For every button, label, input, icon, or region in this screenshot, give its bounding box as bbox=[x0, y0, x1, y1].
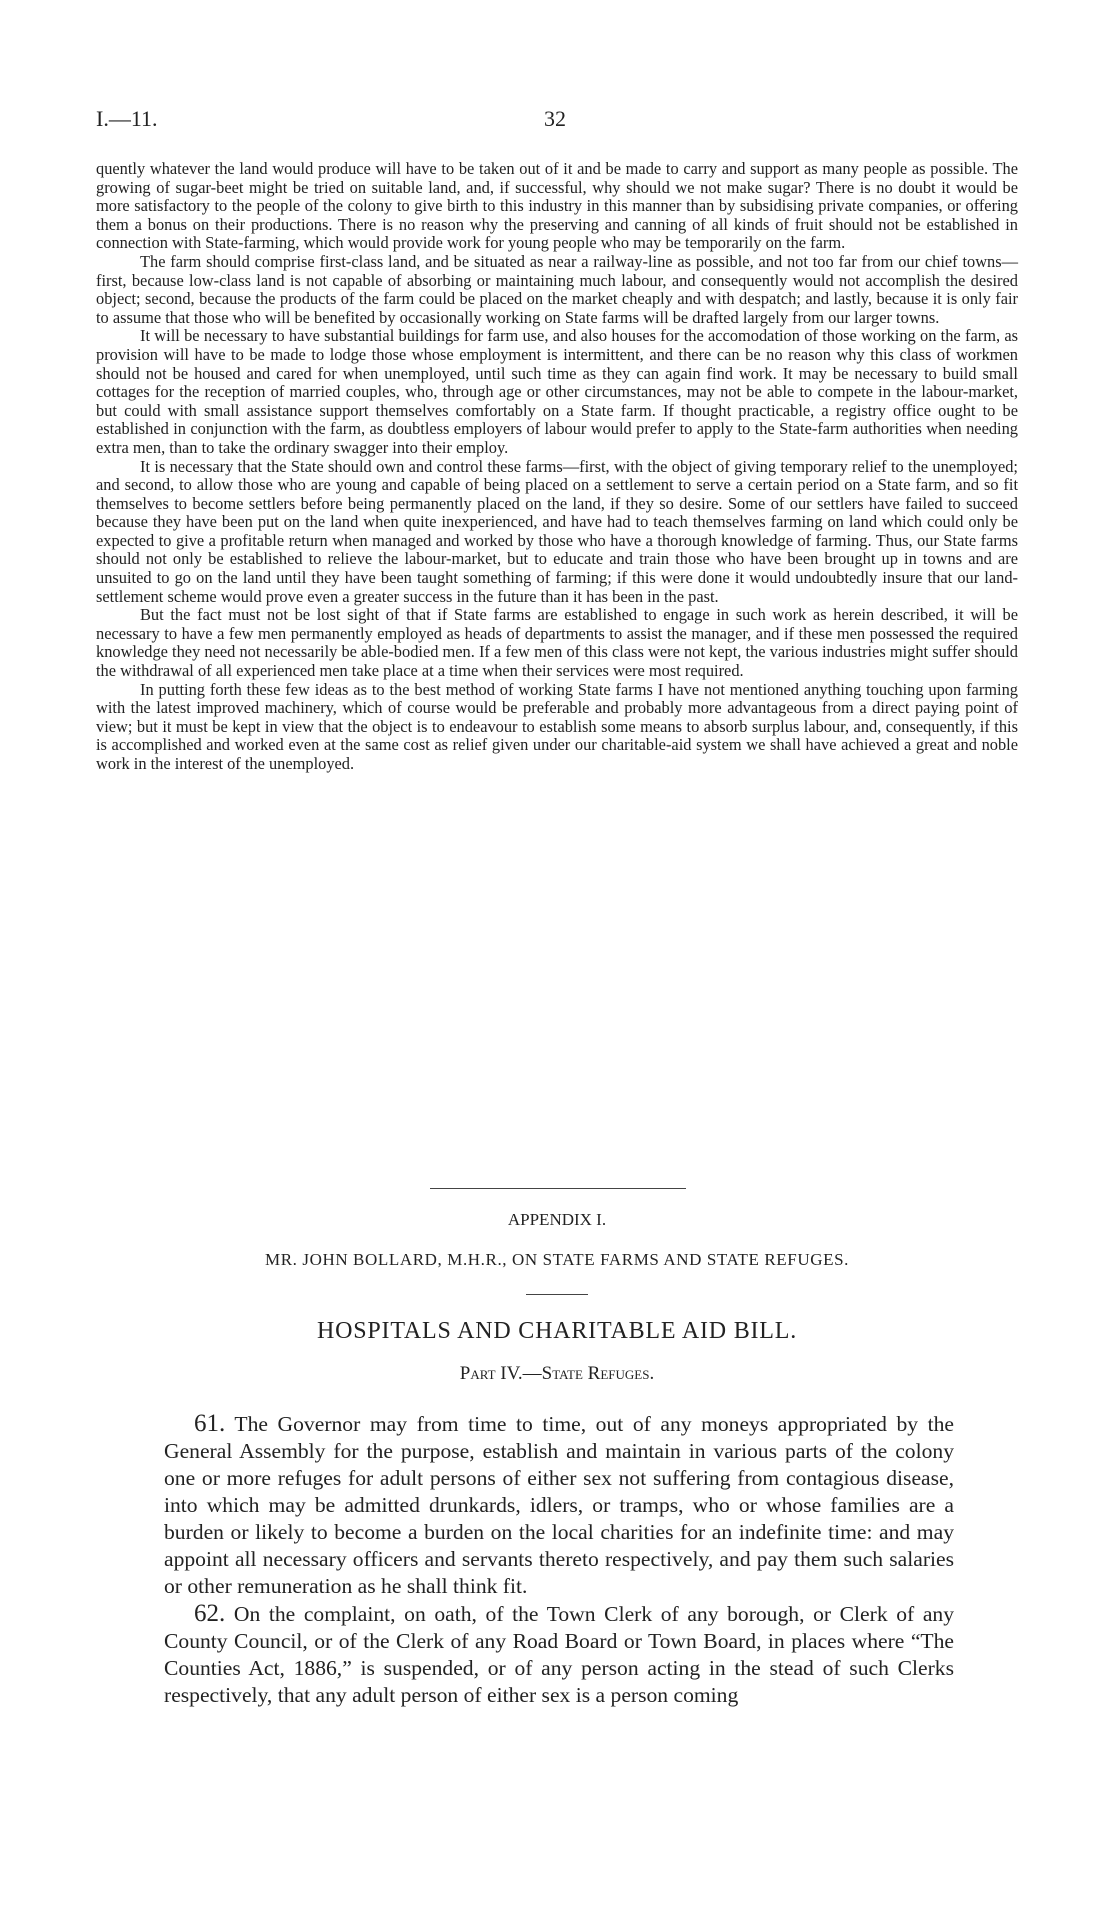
bill-section bbox=[164, 1410, 954, 1600]
document-reference: I.—11. bbox=[96, 106, 158, 131]
appendix-heading: APPENDIX I. bbox=[507, 1210, 607, 1229]
short-divider bbox=[526, 1294, 588, 1295]
paragraph: It will be necessary to have substantial buildings for farm use, and also houses for the accomodation of those working on the farm, as provision will have to be made to lodge those whose employment is intermittent, and there can be no reason why this class of workmen should not be housed and cared for when unemployed, until such time as they can again find work. It may be necessary to build small cottages for the reception of married couples, who, through age or other circumstances, may not be able to compete in the labour-market, but could with small assistance support themselves comfortably on a State farm. If thought practicable, a registry office ought to be established in conjunction with the farm, as doubtless employers of labour would prefer to apply to the State-farm authorities when needing extra men, than to take the ordinary swagger into their employ. bbox=[96, 326, 1018, 457]
section-number: 62. bbox=[194, 1600, 226, 1627]
report-body bbox=[96, 160, 1018, 774]
page-header bbox=[96, 106, 1018, 136]
bill-sections bbox=[164, 1410, 954, 1709]
paragraph: But the fact must not be lost sight of that if State farms are established to engage in such work as herein described, it will be necessary to have a few men permanently employed as heads of departments to assist the manager, and if these men possessed the required knowledge they need not necessarily be able-bodied men. If a few men of this class were not kept, the various industries might suffer should the withdrawal of all experienced men take place at a time when their services were most required. bbox=[96, 605, 1018, 681]
bill-title: HOSPITALS AND CHARITABLE AID BILL. bbox=[316, 1318, 798, 1344]
paragraph: The farm should comprise first-class land, and be situated as near a railway-line as possible, and not too far from our chief towns—first, because low-class land is not capable of absorbing or maintaining much labour, and consequently would not accomplish the desired object; second, because the products of the farm could be placed on the market cheaply and with despatch; and lastly, because it is only fair to assume that those who will be benefited by occasionally working on State farms will be drafted largely from our larger towns. bbox=[96, 251, 1018, 327]
paragraph: quently whatever the land would produce will have to be taken out of it and be made to carry and support as many people as possible. The growing of sugar-beet might be tried on suitable land, and, if successful, why should we not make sugar? There is no doubt it would be more satisfactory to the people of the colony to give birth to this industry in this manner than by subsidising private companies, or offering them a bonus on their productions. There is no reason why the preserving and canning of all kinds of fruit should not be established in connection with State-farming, which would provide work for young people who may be temporarily on the farm. bbox=[96, 159, 1018, 253]
section-text: The Governor may from time to time, out of any moneys appropriated by the General Assembly for the purpose, establish and maintain in various parts of the colony one or more refuges for adult persons of either sex not suffering from contagious disease, into which may be admitted drunkards, idlers, or tramps, who or whose families are a burden or likely to become a burden on the local charities for an indefinite time: and may appoint all necessary officers and servants thereto respectively, and pay them such salaries or other remuneration as he shall think fit. bbox=[164, 1412, 954, 1598]
section-number: 61. bbox=[194, 1410, 226, 1437]
paragraph: It is necessary that the State should own and control these farms—first, with the object of giving temporary relief to the unemployed; and second, to allow those who are young and capable of being placed on a settlement to serve a certain period on a State farm, and so fit themselves to become settlers before being permanently placed on the land, if they so desire. Some of our settlers have failed to succeed because they have been put on the land when quite inexperienced, and have had to teach themselves farming on land which could only be expected to give a profitable return when managed and worked by those who have a thorough knowledge of farming. Thus, our State farms should not only be established to relieve the labour-market, but to educate and train those who have been brought up in towns and are unsuited to go on the land until they have been taught something of farming; if this were done it would undoubtedly insure that our land-settlement scheme would prove even a greater success in the future than it has been in the past. bbox=[96, 456, 1018, 606]
paragraph: In putting forth these few ideas as to the best method of working State farms I have not mentioned anything touching upon farming with the latest improved machinery, which of course would be preferable and probably more advantageous from a direct paying point of view; but it must be kept in view that the object is to endeavour to establish some means to absorb surplus labour, and, consequently, if this is accomplished and worked even at the same cost as relief given under our charitable-aid system we shall have achieved a great and noble work in the interest of the unemployed. bbox=[96, 679, 1018, 773]
bill-section bbox=[164, 1600, 954, 1709]
section-text: On the complaint, on oath, of the Town Clerk of any borough, or Clerk of any County Council, or of the Clerk of any Road Board or Town Board, in places where “The Counties Act, 1886,” is suspended, or of any person acting in the stead of such Clerks respectively, that any adult person of either sex is a person coming bbox=[164, 1602, 954, 1707]
section-divider bbox=[430, 1188, 686, 1189]
page-number: 32 bbox=[544, 106, 566, 131]
part-heading: Part IV.—State Refuges. bbox=[459, 1363, 655, 1384]
appendix-subtitle: MR. JOHN BOLLARD, M.H.R., ON STATE FARMS AND STATE REFUGES. bbox=[265, 1250, 849, 1269]
